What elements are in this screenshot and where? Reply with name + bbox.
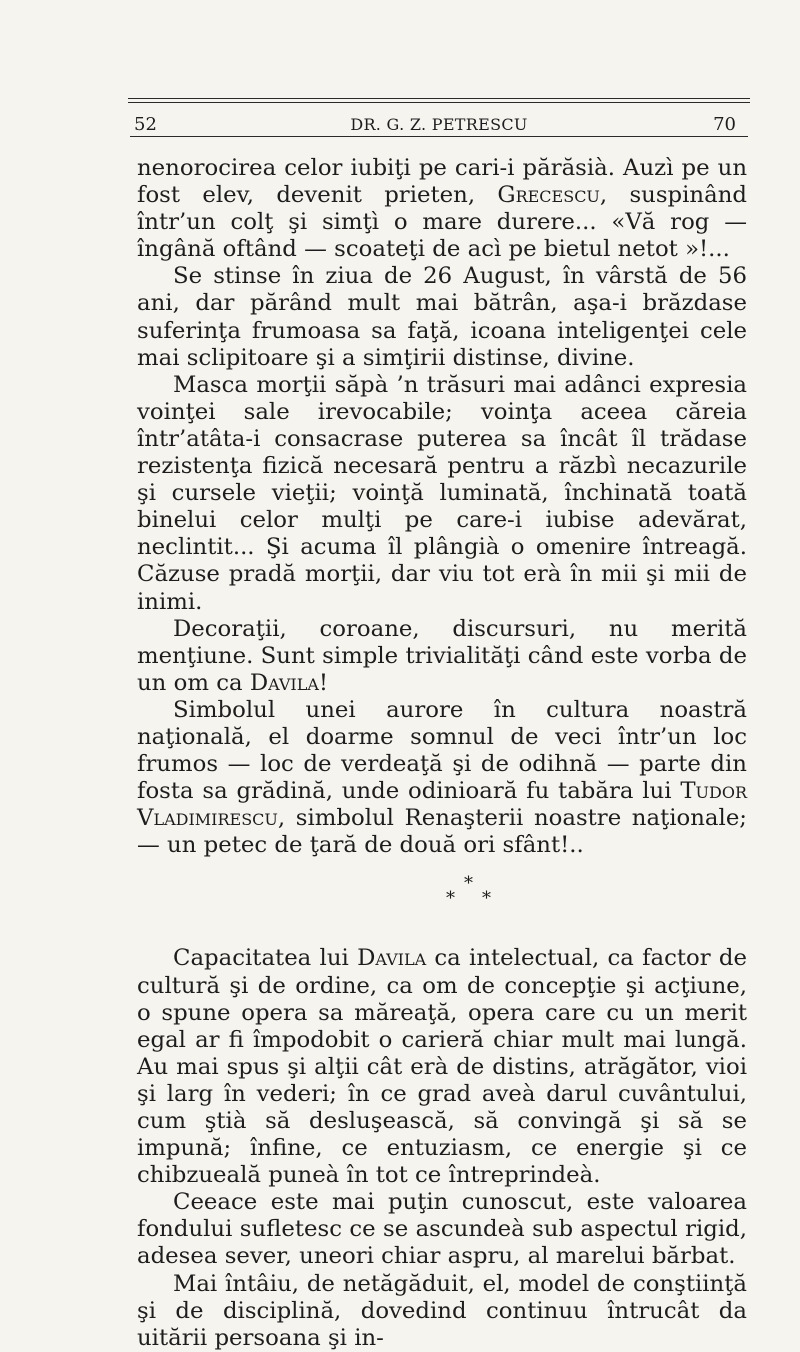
running-title: DR. G. Z. PETRESCU (350, 115, 528, 134)
section-asterism (137, 859, 747, 945)
paragraph: Decoraţii, coroane, discursuri, nu merită menţiune. Sunt simple trivialităţi când este vorba de un om ca Davila! (137, 615, 747, 696)
footnote-marker: 70 (713, 114, 736, 135)
paragraph: Ceeace este mai puţin cunoscut, este valoarea fondului sufletesc ce se ascundeà sub aspectul rigid, adesea sever, uneori chiar aspru, al marelui bărbat. (137, 1189, 747, 1270)
paragraph: Masca morţii săpà ’n trăsuri mai adânci expresia voinţei sale irevocabile; voinţa aceea căreia într’atâta-i consacrase puterea sa încât îl trădase rezistenţa fizică necesară pentru a răzbì necazurile şi cursele vieţii; voinţă luminată, închinată toată binelui celor mulţi pe care-i iubise adevărat, neclintit... Şi acuma îl plângià o omenire întreagă. Căzuse pradă morţii, dar viu tot erà în mii şi mii de inimi. (137, 371, 747, 615)
top-double-rule (128, 98, 750, 99)
asterisk: * (464, 873, 473, 895)
paragraph: Capacitatea lui Davila ca intelectual, ca factor de cultură şi de ordine, ca om de concepţie şi acţiune, o spune opera sa măreaţă, opera care cu un merit egal ar fi împodobit o carieră chiar mult mai lungă. Au mai spus şi alţii cât erà de distins, atrăgător, vioi şi larg în vederi; în ce grad aveà darul cuvântului, cum ştià să desluşească, să convingă şi să se impună; înfine, ce entuziasm, ce energie şi ce chibzueală puneà în tot ce întreprindeà. (137, 945, 747, 1189)
name-grecescu: Grecescu (497, 182, 600, 209)
name-tudor-vladimirescu: Tudor Vladimirescu (137, 778, 747, 832)
paragraph: Se stinse în ziua de 26 August, în vârstă de 56 ani, dar părând mult mai bătrân, aşa-i brăzdase suferinţa frumoasa sa faţă, icoana inteligenţei cele mai sclipitoare şi a simţirii distinse, divine. (137, 263, 747, 371)
header-rule (130, 136, 748, 137)
name-davila: Davila (249, 669, 319, 696)
asterisk: * (482, 888, 491, 910)
paragraph: Simbolul unei aurore în cultura noastră naţională, el doarme somnul de veci într’un loc frumos — loc de verdeaţă şi de odihnă — parte din fosta sa grădină, unde odinioară fu tabăra lui Tudor Vladimirescu, simbolul Renaşterii noastre naţionale; — un petec de ţară de două ori sfânt!.. (137, 696, 747, 859)
top-double-rule-inner (128, 102, 750, 103)
paragraph: Mai întâiu, de netăgăduit, el, model de conştiinţă şi de disciplină, dovedind continuu întrucât da uitării persoana şi in- (137, 1270, 747, 1351)
body-text (137, 155, 747, 1352)
asterisk: * (446, 888, 455, 910)
paragraph-continuation: nenorocirea celor iubiţi pe cari-i părăsià. Auzì pe un fost elev, devenit prieten, Grecescu, suspinând într’un colţ şi simţì o mare durere... «Vă rog — îngână oftând — scoateţi de acì pe bietul netot »!... (137, 155, 747, 263)
name-davila: Davila (357, 945, 427, 972)
running-header (134, 112, 744, 142)
page-number: 52 (134, 114, 157, 135)
